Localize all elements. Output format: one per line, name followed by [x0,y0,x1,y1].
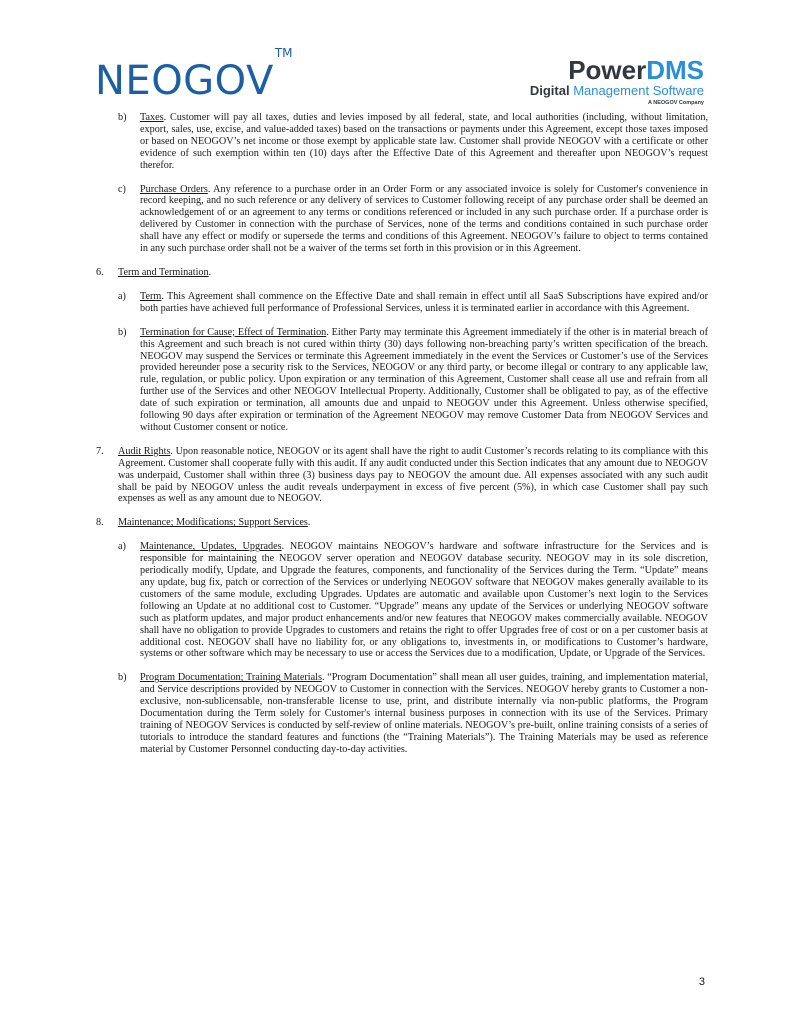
document-body [96,112,708,768]
section-number: 8. [96,517,104,529]
neogov-trademark: TM [274,46,293,60]
powerdms-dms-text: DMS [646,55,704,85]
section-text: . Upon reasonable notice, NEOGOV or its agent shall have the right to audit Customer’s records relating to its compliance with this Agreement. Customer shall cooperate fully with this audit. If any audit conducted under this Section indicates that any amount due to NEOGOV was underpaid, Customer shall within three (3) business days pay to NEOGOV the amount due. All expenses associated with any such audit shall be paid by NEOGOV unless the audit reveals underpayment in excess of five percent (5%), in which case Customer shall pay such expenses as well as any amount due to NEOGOV. [118,445,708,505]
page-number: 3 [698,976,705,988]
neogov-logo-text: NEOGOV [95,58,274,104]
item-title: Purchase Orders [140,183,208,195]
section-6a-term [118,291,708,315]
section-5c-purchase-orders [118,184,708,255]
section-number: 6. [96,266,104,278]
section-number: 7. [96,445,104,457]
item-text: . Customer will pay all taxes, duties and levies imposed by all federal, state, and local authorities (including, without limitation, export, sales, use, excise, and value-added taxes) based on the transactions or payments under this Agreement, except those taxes imposed or based on NEOGOV’s net income or those exempt by applicable state law. Customer shall provide NEOGOV with a certificate or other evidence of such exemption within ten (10) days after the Effective Date of this Agreement and thereafter upon NEOGOV’s request therefor. [140,112,708,171]
neogov-logo [95,46,293,104]
item-title: Term [140,290,162,302]
item-title: Termination for Cause; Effect of Termination [140,326,327,338]
item-label: b) [118,672,127,684]
item-text: . Any reference to a purchase order in an Order Form or any associated invoice is solely for Customer's convenience in record keeping, and no such reference or any delivery of services to Customer following receipt of any purchase order shall be deemed an acknowledgement of or an agreement to any terms or conditions referenced or included in any such purchase order. If a purchase order is delivered by Customer in connection with the purchase of Services, none of the terms and conditions contained in such purchase order shall have any effect or modify or supersede the terms and conditions of this Agreement. NEOGOV’s failure to object to terms contained in any such purchase order shall not be a waiver of the terms set forth in this provision or in this Agreement. [140,183,708,255]
item-label: c) [118,183,126,195]
powerdms-logo [494,56,704,106]
section-7-audit-rights [96,446,708,506]
item-label: b) [118,326,127,338]
section-title: Term and Termination [118,266,209,278]
section-punct: . [208,266,212,278]
powerdms-company-note: A NEOGOV Company [647,100,704,106]
item-text: . NEOGOV maintains NEOGOV’s hardware and software infrastructure for the Services and is responsible for maintaining the NEOGOV server operation and NEOGOV database security. NEOGOV may in its sole discretion, periodically modify, Update, and Upgrade the features, components, and functionality of the Services during the Term. “Update” means any update, bug fix, patch or correction of the Services or underlying NEOGOV software that NEOGOV makes generally available to its customers of the same module, excluding Upgrades. Updates are automatic and available upon Customer’s next login to the Services following an Update at no additional cost to Customer. “Upgrade” means any update of the Services or underlying NEOGOV software such as platform updates, and major product enhancements and/or new features that NEOGOV makes commercially available. NEOGOV shall have no obligation to provide Upgrades to customers and retains the right to offer Upgrades free of cost or on a per customer basis at additional cost. NEOGOV shall have no liability for, or any obligations to, investments in, or modifications to Customer’s hardware, systems or other software which may be necessary to use or access the Services due to a modification, Update, or Upgrade of the Services. [140,541,709,660]
item-title: Taxes [140,112,164,123]
item-text: . This Agreement shall commence on the Effective Date and shall remain in effect until all SaaS Subscriptions have expired and/or both parties have achieved full performance of Professional Services, unless it is terminated earlier in accordance with this Agreement. [140,290,708,314]
section-8a-maintenance [118,541,708,660]
powerdms-tagline-bold: Digital [529,83,570,98]
section-punct: . [307,517,311,529]
item-label: a) [118,541,126,553]
item-label: b) [118,112,127,123]
section-5b-taxes [118,112,708,172]
section-title: Maintenance; Modifications; Support Services [118,517,308,529]
section-6b-termination [118,327,708,434]
item-text: . “Program Documentation” shall mean all user guides, training, and implementation material, and Service descriptions provided by NEOGOV to Customer in connection with the Services. NEOGOV hereby grants to Customer a non-exclusive, non-sublicensable, non-transferable license to use, print, and distribute internally via non-public platforms, the Program Documentation during the Term solely for Customer's internal business purposes in connection with its use of the Services. Primary training of NEOGOV Services is conducted by self-review of online materials. NEOGOV’s pre-built, online training consists of a series of tutorials to introduce the standard features and functions (the “Training Materials”). The Training Materials may be used as reference material by Customer Personnel conducting day-to-day activities. [140,672,708,755]
section-title: Audit Rights [118,445,171,457]
item-label: a) [118,290,126,302]
item-text: . Either Party may terminate this Agreement immediately if the other is in material breach of this Agreement and such breach is not cured within thirty (30) days following non-breaching party’s written specification of the breach. NEOGOV may suspend the Services or terminate this Agreement immediately in the event the Services or Customer’s use of the Services provided hereunder pose a security risk to the Services, NEOGOV or any third party, or become illegal or contrary to any applicable law, rule, regulation, or public policy. Upon expiration or any termination of this Agreement, Customer shall cease all use and refrain from all further use of the Services and other NEOGOV Intellectual Property. Additionally, Customer shall be obligated to pay, as of the effective date of such expiration or termination, all amounts due and unpaid to NEOGOV under this Agreement. Unless otherwise specified, following 90 days after expiration or termination of the Agreement NEOGOV may remove Customer Data from NEOGOV Services and without Customer consent or notice. [140,326,708,433]
item-title: Program Documentation; Training Materials [140,672,322,684]
powerdms-wordmark [494,56,704,84]
powerdms-power-text: Power [568,55,647,85]
section-8b-program-documentation [118,672,708,755]
powerdms-tagline-light: Management Software [573,83,704,98]
powerdms-tagline [494,84,704,98]
item-title: Maintenance, Updates, Upgrades [140,541,282,553]
section-8-heading [96,517,708,529]
section-6-heading [96,267,708,279]
